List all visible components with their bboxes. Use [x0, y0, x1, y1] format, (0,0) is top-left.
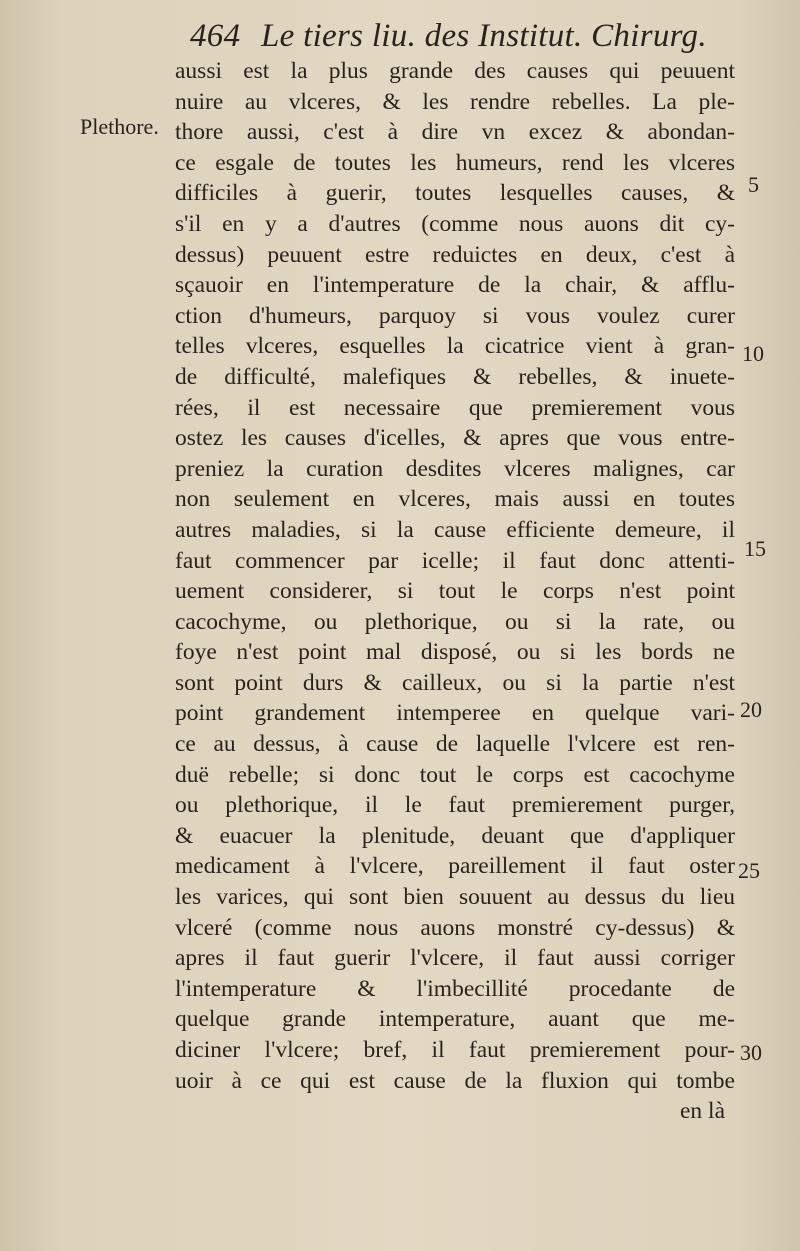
line-number-20: 20	[740, 697, 762, 722]
text-line: les varices, qui sont bien souuent au dessus du lieu	[175, 884, 735, 911]
text-line: en là	[679, 1098, 725, 1125]
text-line: nuire au vlceres, & les rendre rebelles. La ple-	[175, 88, 735, 115]
text-line: ce au dessus, à cause de laquelle l'vlcere est ren-	[175, 731, 735, 758]
line-number-10: 10	[742, 341, 764, 366]
text-line: ou plethorique, il le faut premierement purger,	[175, 792, 735, 819]
text-line: autres maladies, si la cause efficiente demeure, il	[175, 516, 735, 543]
text-line: preniez la curation desdites vlceres malignes, car	[175, 455, 735, 482]
text-line: diciner l'vlcere; bref, il faut premierement pour-	[175, 1037, 735, 1063]
text-line: vlceré (comme nous auons monstré cy-dessus) &	[175, 914, 735, 941]
line-number-25: 25	[738, 858, 760, 883]
text-line: non seulement en vlceres, mais aussi en toutes	[175, 486, 735, 513]
text-line: cacochyme, ou plethorique, ou si la rate, ou	[175, 608, 735, 635]
text-line: medicament à l'vlcere, pareillement il faut oster	[175, 853, 735, 880]
line-number-15: 15	[744, 536, 766, 561]
running-header	[190, 18, 707, 55]
margin-note: Plethore.	[80, 114, 159, 139]
text-line: & euacuer la plenitude, deuant que d'appliquer	[175, 822, 735, 849]
text-line: difficiles à guerir, toutes lesquelles causes, &	[175, 180, 735, 207]
text-line: de difficulté, malefiques & rebelles, & inuete-	[175, 363, 735, 390]
body-text	[175, 56, 735, 1127]
text-line: uoir à ce qui est cause de la fluxion qui tombe	[175, 1067, 735, 1094]
page-number: 464	[190, 18, 241, 54]
text-line: quelque grande intemperature, auant que me-	[175, 1006, 735, 1033]
text-line: foye n'est point mal disposé, ou si les bords ne	[175, 639, 735, 666]
line-number-5: 5	[748, 172, 759, 197]
line-number-30: 30	[740, 1040, 762, 1065]
text-line: telles vlceres, esquelles la cicatrice vient à gran-	[175, 333, 735, 360]
text-line: sont point durs & cailleux, ou si la partie n'est	[175, 669, 735, 696]
text-line: thore aussi, c'est à dire vn excez & abondan-	[175, 119, 735, 146]
text-line: duë rebelle; si donc tout le corps est cacochyme	[175, 761, 735, 788]
running-title: Le tiers liu. des Institut. Chirurg.	[260, 18, 707, 54]
text-line: point grandement intemperee en quelque vari-	[175, 700, 735, 727]
text-line: ction d'humeurs, parquoy si vous voulez curer	[175, 302, 735, 329]
text-line: rées, il est necessaire que premierement vous	[175, 394, 735, 421]
text-line: s'il en y a d'autres (comme nous auons dit cy-	[175, 210, 735, 237]
text-line: ce esgale de toutes les humeurs, rend les vlceres	[175, 149, 735, 176]
text-line: aussi est la plus grande des causes qui peuuent	[175, 58, 735, 84]
text-line: dessus) peuuent estre reduictes en deux, c'est à	[175, 241, 735, 268]
text-line: faut commencer par icelle; il faut donc attenti-	[175, 547, 735, 574]
text-line: l'intemperature & l'imbecillité procedante de	[175, 975, 735, 1002]
text-line: uement considerer, si tout le corps n'est point	[175, 578, 735, 605]
text-line: apres il faut guerir l'vlcere, il faut aussi corriger	[175, 945, 735, 972]
text-line: sçauoir en l'intemperature de la chair, & afflu-	[175, 272, 735, 299]
text-line: ostez les causes d'icelles, & apres que vous entre-	[175, 425, 735, 452]
